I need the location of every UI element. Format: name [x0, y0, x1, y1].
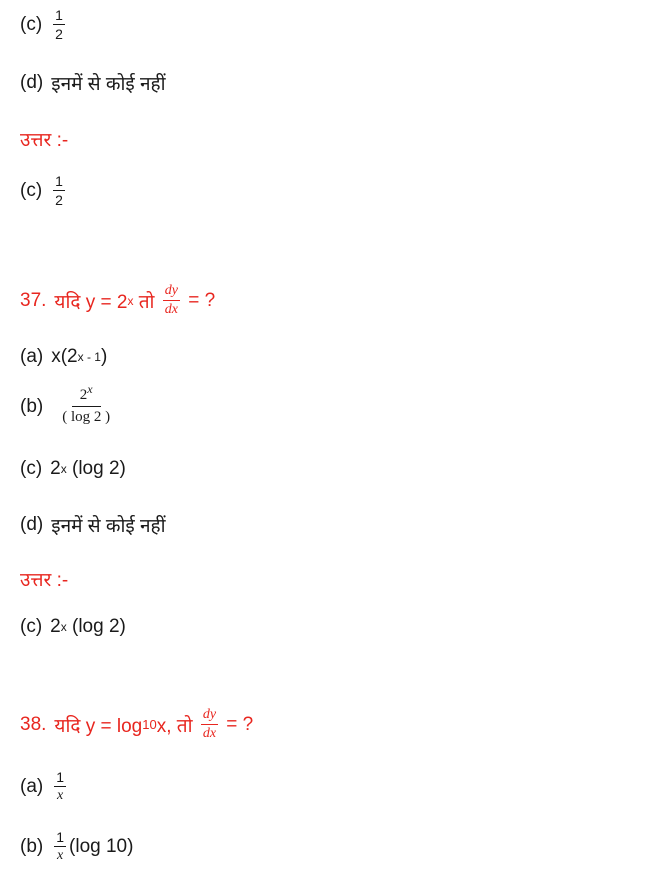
q37-answer-heading [20, 566, 68, 592]
question-suffix: = ? [182, 289, 216, 311]
option-text: इनमें से कोई नहीं [51, 516, 166, 537]
q37-question: 37. यदि y = 2 x तो $\frac{dy}{dx}$ = ? [20, 283, 216, 317]
q36-option-c [20, 8, 68, 41]
question-number: 37. [20, 289, 47, 311]
fraction-numerator: 1 [55, 173, 63, 189]
derivative-fraction [201, 708, 218, 741]
answer-label: उत्तर :- [20, 130, 69, 151]
option-label: (c) [20, 179, 43, 201]
option-text: 2 [50, 616, 61, 637]
q38-question: 38. यदि y = log 10 x, तो $\frac{dy}{dx}$ = ? [20, 707, 254, 741]
question-prefix: यदि y = log [54, 715, 143, 737]
q37-option-a: (a) x(2 x - 1 ) [20, 346, 108, 367]
option-text: x(2 [51, 346, 78, 367]
q38-option-a [20, 770, 69, 803]
question-mid: तो [133, 291, 160, 313]
fraction [53, 174, 65, 207]
option-text-close: ) [100, 346, 108, 367]
q37-answer: (c) 2 x (log 2) [20, 616, 126, 637]
fraction-numerator: 1 [55, 7, 63, 23]
answer-label: उत्तर :- [20, 570, 69, 591]
derivative-fraction [163, 284, 180, 317]
fraction-denominator: x [57, 788, 64, 803]
fraction [54, 830, 66, 863]
fraction-denominator: ( log 2 ) [62, 409, 111, 425]
q36-answer-heading [20, 126, 68, 152]
fraction [54, 770, 66, 803]
fraction-numerator: 1 [56, 769, 65, 785]
option-label: (a) [20, 346, 44, 367]
q36-answer [20, 174, 68, 207]
option-text-tail: (log 2) [66, 458, 126, 479]
option-label: (b) [20, 835, 44, 857]
fraction-denominator: dx [164, 302, 178, 317]
fraction-denominator: 2 [55, 26, 63, 42]
q37-option-d [20, 512, 166, 538]
q37-option-c: (c) 2 x (log 2) [20, 458, 126, 479]
fraction-numerator: dy [163, 284, 180, 301]
fraction-numerator: dy [201, 708, 218, 725]
q37-option-b [20, 382, 121, 425]
fraction [54, 382, 118, 425]
option-label: (c) [20, 616, 43, 637]
question-number: 38. [20, 713, 47, 735]
option-text: 2 [50, 458, 61, 479]
option-text: (log 10) [69, 835, 134, 857]
option-text-tail: (log 2) [66, 616, 126, 637]
numerator-exponent: x [87, 382, 93, 396]
option-label: (d) [20, 72, 44, 93]
fraction-denominator: dx [202, 726, 217, 741]
option-label: (d) [20, 514, 44, 535]
fraction-numerator: 1 [56, 829, 65, 845]
option-label: (c) [20, 458, 43, 479]
question-suffix: = ? [221, 713, 254, 735]
q36-option-d [20, 70, 166, 96]
numerator-base: 2 [79, 387, 88, 403]
fraction-denominator: x [57, 848, 64, 863]
fraction-denominator: 2 [55, 192, 63, 208]
fraction [53, 8, 65, 41]
option-label: (b) [20, 395, 44, 417]
fraction-numerator [72, 382, 101, 407]
q38-option-b [20, 830, 133, 863]
question-prefix: यदि y = 2 [54, 291, 128, 313]
option-label: (a) [20, 775, 44, 797]
option-label: (c) [20, 13, 43, 35]
question-mid: x, तो [156, 715, 198, 737]
option-text: इनमें से कोई नहीं [51, 74, 166, 95]
